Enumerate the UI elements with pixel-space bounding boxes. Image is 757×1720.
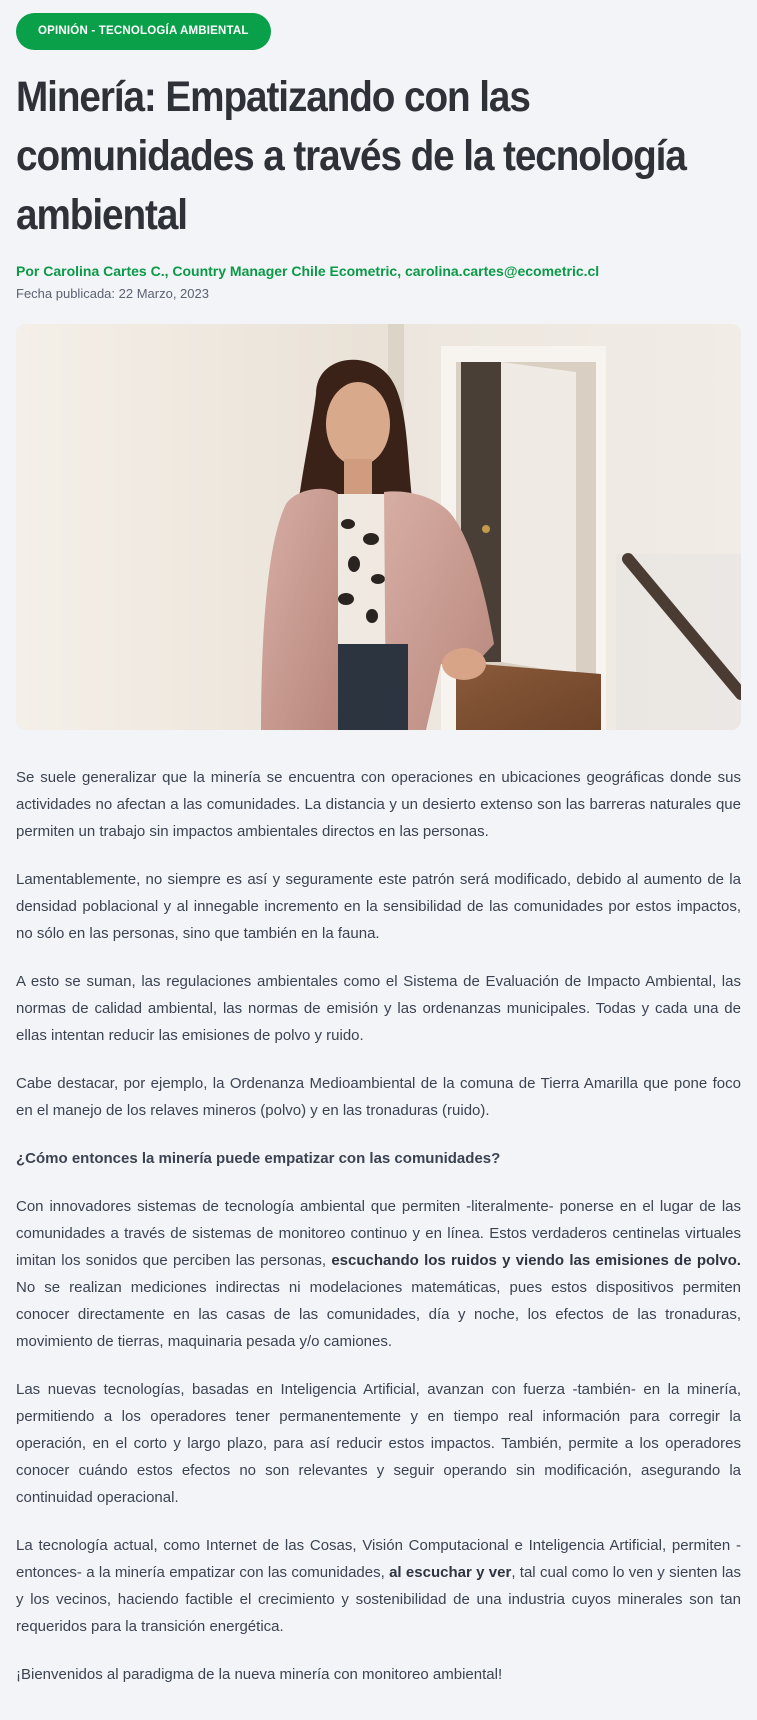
- paragraph: [16, 1532, 741, 1640]
- portrait-illustration: [16, 324, 741, 730]
- hero-photo: [16, 324, 741, 730]
- paragraph-text: La tecnología actual, como Internet de las Cosas, Visión Computacional e Inteligencia Artificial, permiten -entonces- a la minería empatizar con las comunidades,: [16, 1537, 741, 1581]
- paragraph-text: No se realizan mediciones indirectas ni modelaciones matemáticas, pues estos dispositivos permiten conocer directamente en las casas de las comunidades, día y noche, los efectos de las tronaduras, movimiento de tierras, maquinaria pesada y/o camiones.: [16, 1279, 741, 1350]
- highlighted-text: escuchando los ruidos y viendo las emisiones de polvo.: [331, 1252, 741, 1269]
- publish-date: Fecha publicada: 22 Marzo, 2023: [16, 286, 209, 301]
- paragraph-text: , tal cual como lo ven y sienten las y los vecinos, haciendo factible el crecimiento y sostenibilidad de una industria cuyos minerales son tan requeridos para la transición energética.: [16, 1564, 741, 1635]
- paragraph: Se suele generalizar que la minería se encuentra con operaciones en ubicaciones geográficas donde sus actividades no afectan a las comunidades. La distancia y un desierto extenso son las barreras naturales que permiten un trabajo sin impactos ambientales directos en las personas.: [16, 769, 741, 840]
- category-badge[interactable]: OPINIÓN - TECNOLOGÍA AMBIENTAL: [16, 13, 271, 50]
- paragraph-text: Con innovadores sistemas de tecnología ambiental que permiten -literalmente- ponerse en el lugar de las comunidades a través de sistemas de monitoreo continuo y en línea. Estos verdaderos centinelas virtuales imitan los sonidos que perciben las personas,: [16, 1198, 741, 1269]
- paragraph: A esto se suman, las regulaciones ambientales como el Sistema de Evaluación de Impacto Ambiental, las normas de calidad ambiental, las normas de emisión y las ordenanzas municipales. Todas y cada una de ellas intentan reducir las emisiones de polvo y ruido.: [16, 973, 741, 1044]
- paragraph: Cabe destacar, por ejemplo, la Ordenanza Medioambiental de la comuna de Tierra Amarilla que pone foco en el manejo de los relaves mineros (polvo) y en las tronaduras (ruido).: [16, 1075, 741, 1119]
- paragraph: [16, 1193, 741, 1355]
- article-title: Minería: Empatizando con las comunidades a través de la tecnología ambiental: [16, 73, 686, 239]
- highlighted-text: al escuchar y ver: [389, 1564, 512, 1581]
- closing-paragraph: ¡Bienvenidos al paradigma de la nueva minería con monitoreo ambiental!: [16, 1666, 503, 1683]
- article-body: [16, 764, 741, 1688]
- section-question: ¿Cómo entonces la minería puede empatizar con las comunidades?: [16, 1150, 501, 1167]
- article-container: [16, 0, 741, 1688]
- paragraph: Lamentablemente, no siempre es así y seguramente este patrón será modificado, debido al aumento de la densidad poblacional y al innegable incremento en la sensibilidad de las comunidades por estos impactos, no sólo en las personas, sino que también en la fauna.: [16, 871, 741, 942]
- article-author[interactable]: Por Carolina Cartes C., Country Manager Chile Ecometric, carolina.cartes@ecometric.cl: [16, 263, 600, 279]
- paragraph: Las nuevas tecnologías, basadas en Inteligencia Artificial, avanzan con fuerza -también- en la minería, permitiendo a los operadores tener permanentemente y en tiempo real información para corregir la operación, en el corto y largo plazo, para así reducir estos impactos. También, permite a los operadores conocer cuándo estos efectos no son relevantes y seguir operando sin modificación, asegurando la continuidad operacional.: [16, 1381, 741, 1506]
